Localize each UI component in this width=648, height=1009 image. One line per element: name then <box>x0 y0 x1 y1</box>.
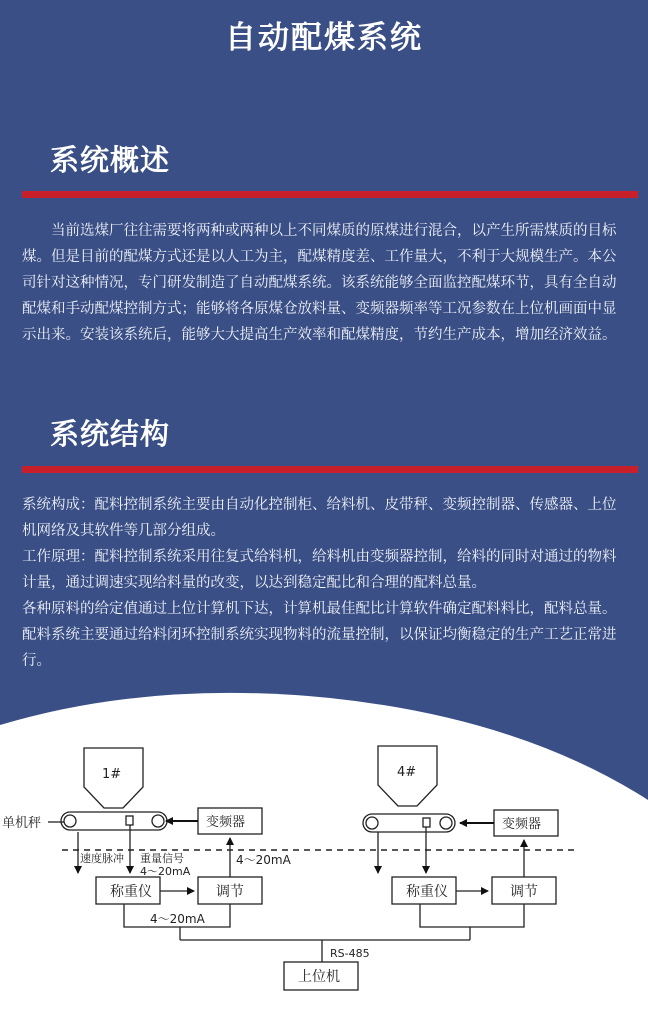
rs485-label: RS-485 <box>330 947 370 960</box>
vfd-1-label: 变频器 <box>206 815 246 830</box>
structure-paragraph-principle: 工作原理：配料控制系统采用往复式给料机，给料机由变频器控制，给料的同时对通过的物料计量，通过调速实现给料量的改变，以达到稳定配比和合理的配料总量。 <box>22 549 617 591</box>
structure-heading: 系统结构 <box>50 417 171 451</box>
hopper-4-label: 4# <box>397 765 417 780</box>
host-computer-label: 上位机 <box>298 969 340 985</box>
structure-paragraph-composition: 系统构成：配料控制系统主要由自动化控制柜、给料机、皮带秤、变频控制器、传感器、上位机网络及其软件等几部分组成。 <box>22 497 617 539</box>
signal-4-20ma-label-loop: 4～20mA <box>150 912 205 926</box>
regulator-4-label: 调节 <box>510 884 538 900</box>
belt-1 <box>61 812 167 830</box>
structure-divider <box>22 466 638 473</box>
regulator-1-label: 调节 <box>216 884 244 900</box>
system-diagram <box>0 690 648 1009</box>
signal-4-20ma-label-vfd: 4～20mA <box>236 853 291 867</box>
speed-pulse-label: 速度脉冲 <box>80 852 124 865</box>
vfd-4-label: 变频器 <box>502 817 542 832</box>
structure-text <box>22 492 628 674</box>
overview-divider <box>22 191 638 198</box>
system-diagram-svg <box>0 690 648 1009</box>
overview-heading: 系统概述 <box>50 143 171 177</box>
structure-paragraph-control: 各种原料的给定值通过上位计算机下达，计算机最佳配比计算软件确定配料料比，配料总量。配料系统主要通过给料闭环控制系统实现物料的流量控制，以保证均衡稳定的生产工艺正常进行。 <box>22 601 617 669</box>
overview-text <box>22 218 628 348</box>
overview-paragraph: 当前选煤厂往往需要将两种或两种以上不同煤质的原煤进行混合，以产生所需煤质的目标煤。但是目前的配煤方式还是以人工为主，配煤精度差、工作量大，不利于大规模生产。本公司针对这种情况，专门研发制造了自动配煤系统。该系统能够全面监控配煤环节，具有全自动配煤和手动配煤控制方式；能够将各原煤仓放料量、变频器频率等工况参数在上位机画面中显示出来。安装该系统后，能够大大提高生产效率和配煤精度，节约生产成本，增加经济效益。 <box>22 223 617 343</box>
page-title: 自动配煤系统 <box>225 20 423 56</box>
weight-signal-label: 重量信号 <box>140 852 184 865</box>
weighing-instrument-4-label: 称重仪 <box>406 884 448 900</box>
weighing-instrument-1-label: 称重仪 <box>110 884 152 900</box>
belt-scale-label: 单机秤 <box>2 816 42 831</box>
signal-4-20ma-label-weight: 4～20mA <box>140 865 191 878</box>
hopper-1-label: 1# <box>102 767 122 782</box>
belt-4 <box>363 814 455 832</box>
